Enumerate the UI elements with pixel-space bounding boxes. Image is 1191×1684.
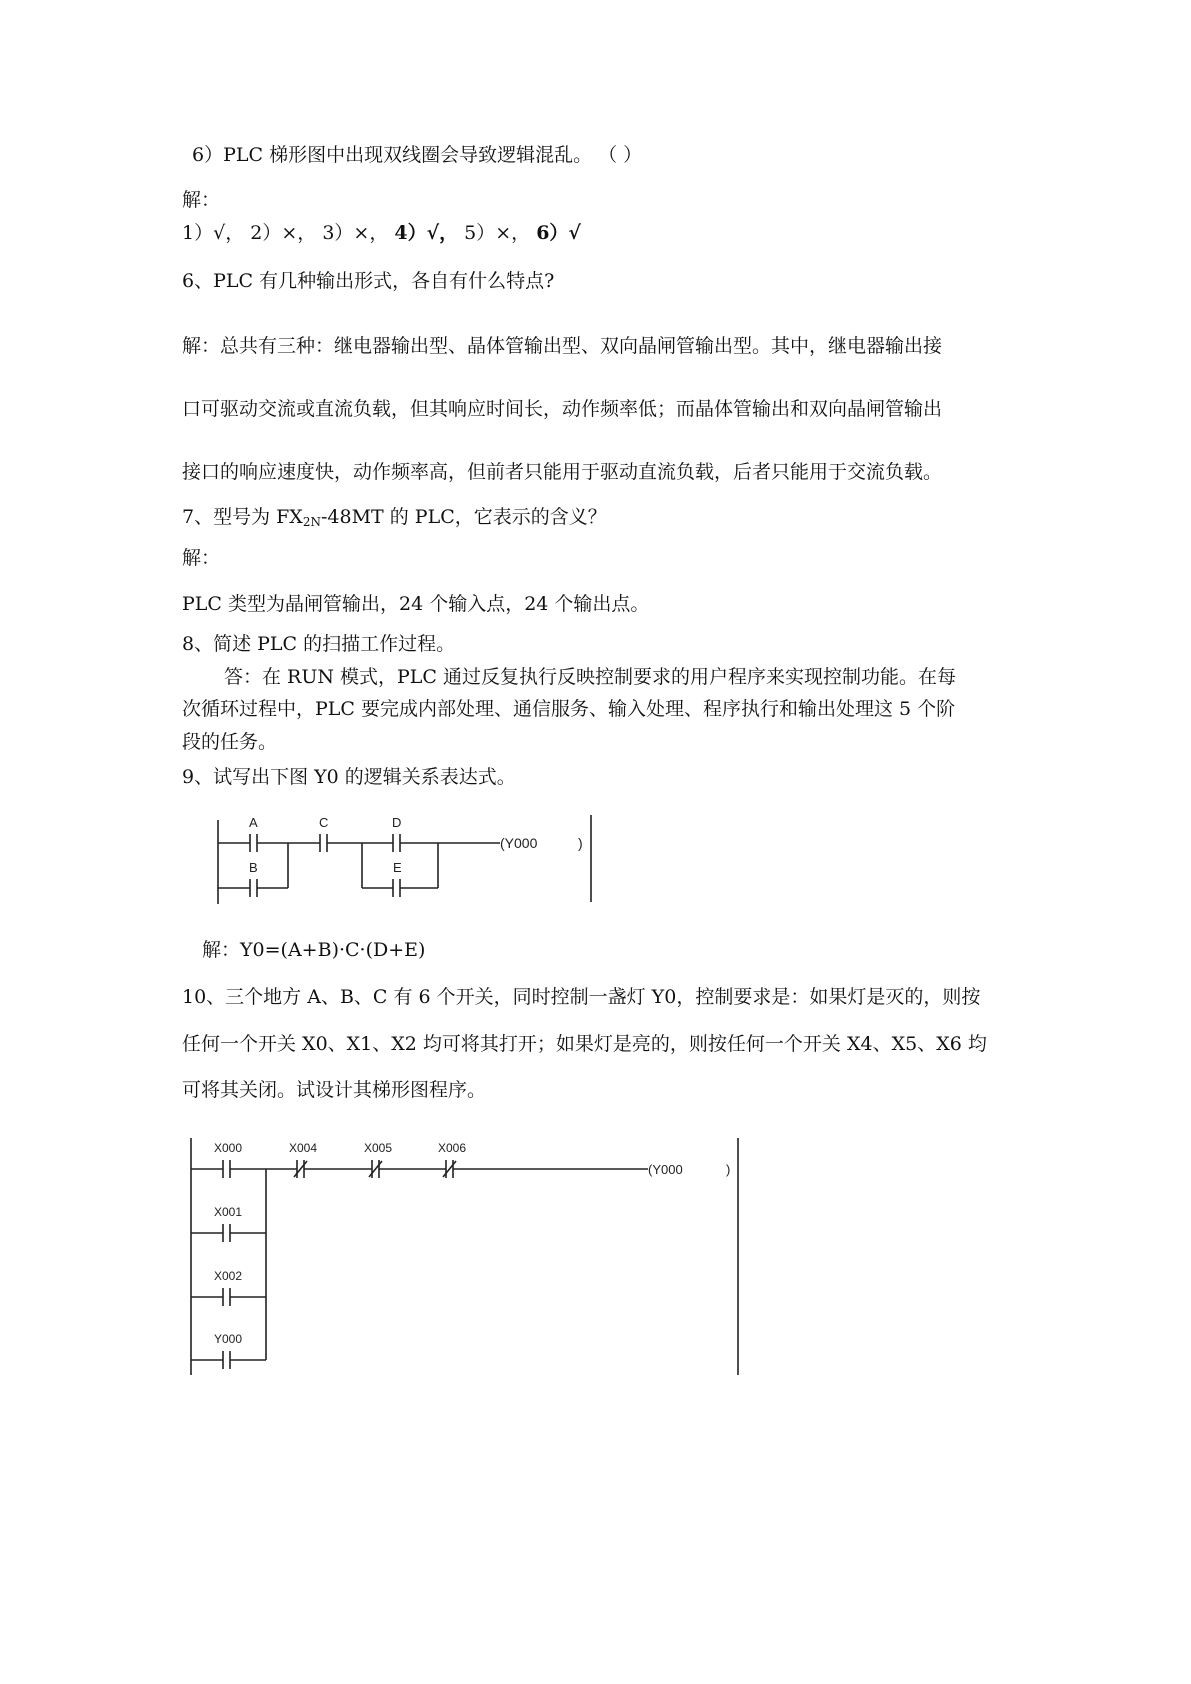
q10-question-line-1: 10、三个地方 A、B、C 有 6 个开关，同时控制一盏灯 Y0，控制要求是：如果灯是灭的，则按 (182, 986, 981, 1008)
q9-answer: 解：Y0=(A+B)·C·(D+E) (202, 939, 426, 961)
q6-answer-line-1: 解：总共有三种：继电器输出型、晶体管输出型、双向晶闸管输出型。其中，继电器输出接 (182, 335, 943, 357)
q10-label-x004: X004 (289, 1141, 318, 1155)
q5-answer-1: 1）√， (182, 222, 245, 244)
q8-question: 8、简述 PLC 的扫描工作过程。 (182, 633, 456, 655)
q8-answer-line-1: 答：在 RUN 模式，PLC 通过反复执行反映控制要求的用户程序来实现控制功能。在每 (224, 666, 957, 688)
q10-label-y000: Y000 (214, 1332, 243, 1346)
q10-label-x001: X001 (214, 1205, 243, 1219)
q9-label-c: C (319, 815, 329, 830)
q10-coil-end: ) (726, 1162, 731, 1177)
q9-coil: (Y000 (500, 835, 538, 851)
q9-coil-end: ) (578, 835, 583, 851)
q10-label-x000: X000 (214, 1141, 243, 1155)
q10-coil: (Y000 (648, 1162, 683, 1177)
q10-question-line-2: 任何一个开关 X0、X1、X2 均可将其打开；如果灯是亮的，则按任何一个开关 X4、X5、X6 均 (182, 1033, 987, 1055)
q9-label-a: A (249, 815, 258, 830)
q5-answer-2: 2）×， (250, 222, 317, 244)
q5-answer-label: 解： (182, 189, 221, 211)
q6-answer-line-2: 口可驱动交流或直流负载，但其响应时间长，动作频率低；而晶体管输出和双向晶闸管输出 (182, 398, 943, 420)
q5-answer-4: 4）√， (394, 222, 459, 244)
q10-label-x005: X005 (364, 1141, 393, 1155)
q7-answer-label: 解： (182, 547, 221, 569)
q7-question-sub: 2N (302, 515, 321, 529)
q5-answer-6: 6）√ (536, 222, 581, 244)
q7-question-post: -48MT 的 PLC，它表示的含义？ (320, 506, 607, 528)
q5-answer-5: 5）×， (464, 222, 531, 244)
q9-label-b: B (249, 860, 258, 875)
q9-label-d: D (392, 815, 402, 830)
q6-answer-line-3: 接口的响应速度快，动作频率高，但前者只能用于驱动直流负载，后者只能用于交流负载。 (182, 461, 943, 483)
q8-answer-line-3: 段的任务。 (182, 731, 278, 753)
q5-answer-3: 3）×， (322, 222, 389, 244)
q10-label-x006: X006 (438, 1141, 467, 1155)
q8-answer-line-2: 次循环过程中，PLC 要完成内部处理、通信服务、输入处理、程序执行和输出处理这 5 个阶 (182, 698, 956, 720)
q5-item6: 6）PLC 梯形图中出现双线圈会导致逻辑混乱。 （ ） (192, 144, 643, 166)
q7-question-pre: 7、型号为 FX (182, 506, 303, 528)
q7-answer: PLC 类型为晶闸管输出，24 个输入点，24 个输出点。 (182, 593, 650, 615)
q10-question-line-3: 可将其关闭。试设计其梯形图程序。 (182, 1079, 487, 1101)
q9-label-e: E (393, 860, 402, 875)
q9-question: 9、试写出下图 Y0 的逻辑关系表达式。 (182, 766, 516, 788)
q10-label-x002: X002 (214, 1269, 243, 1283)
q6-question: 6、PLC 有几种输出形式，各自有什么特点? (182, 270, 555, 292)
